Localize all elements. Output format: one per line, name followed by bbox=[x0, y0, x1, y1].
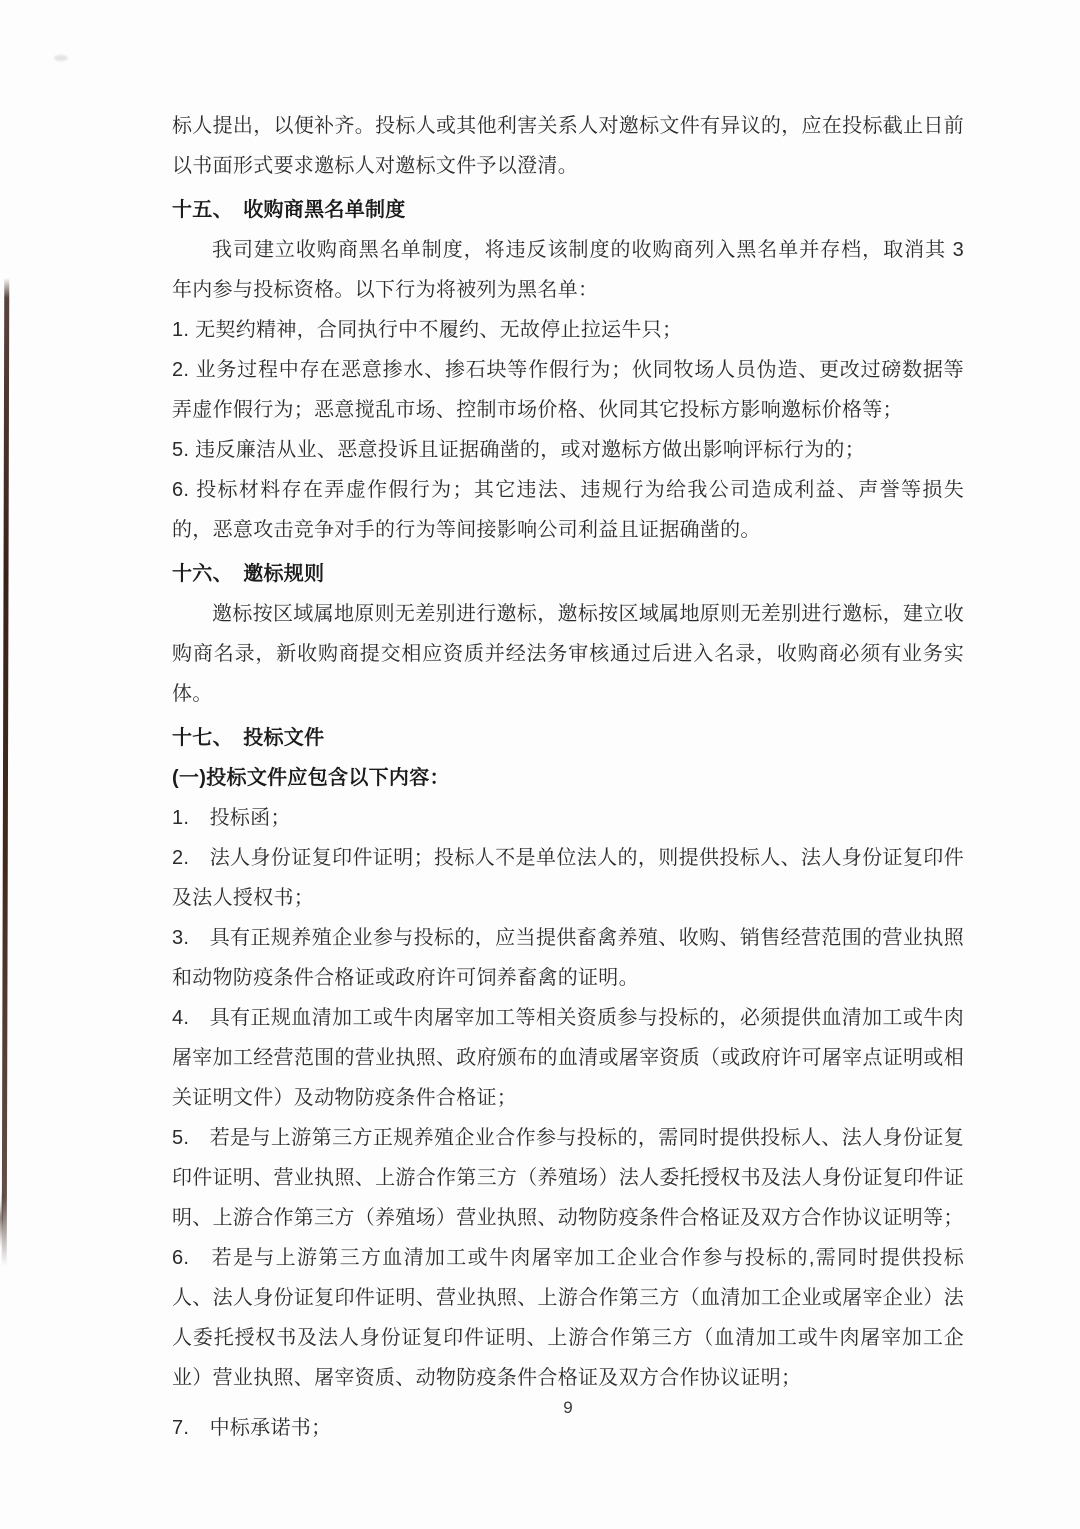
section-heading: 十五、 收购商黑名单制度 bbox=[172, 199, 406, 221]
list-item: 2. 法人身份证复印件证明；投标人不是单位法人的，则提供投标人、法人身份证复印件及法人授权书； bbox=[172, 847, 964, 909]
paragraph: 标人提出，以便补齐。投标人或其他利害关系人对邀标文件有异议的，应在投标截止日前以书面形式要求邀标人对邀标文件予以澄清。 bbox=[172, 115, 964, 177]
list-item: 7. 中标承诺书； bbox=[172, 1417, 332, 1439]
scan-edge-artifact bbox=[2, 278, 10, 1266]
list-item: 5. 若是与上游第三方正规养殖企业合作参与投标的，需同时提供投标人、法人身份证复印件证明、营业执照、上游合作第三方（养殖场）法人委托授权书及法人身份证复印件证明、上游合作第三方（养殖场）营业执照、动物防疫条件合格证及双方合作协议证明等； bbox=[172, 1127, 964, 1229]
list-item: 6. 投标材料存在弄虚作假行为；其它违法、违规行为给我公司造成利益、声誉等损失的，恶意攻击竞争对手的行为等间接影响公司利益且证据确凿的。 bbox=[172, 479, 964, 541]
page-number: 9 bbox=[563, 1398, 573, 1417]
paragraph: 邀标按区域属地原则无差别进行邀标，邀标按区域属地原则无差别进行邀标，建立收购商名录，新收购商提交相应资质并经法务审核通过后进入名录，收购商必须有业务实体。 bbox=[172, 603, 964, 705]
section-heading: 十七、 投标文件 bbox=[172, 727, 325, 749]
list-item: 4. 具有正规血清加工或牛肉屠宰加工等相关资质参与投标的，必须提供血清加工或牛肉屠宰加工经营范围的营业执照、政府颁布的血清或屠宰资质（或政府许可屠宰点证明或相关证明文件）及动物防疫条件合格证； bbox=[172, 1007, 964, 1109]
list-item: 1. 投标函； bbox=[172, 807, 291, 829]
list-item: 6. 若是与上游第三方血清加工或牛肉屠宰加工企业合作参与投标的,需同时提供投标人、法人身份证复印件证明、营业执照、上游合作第三方（血清加工企业或屠宰企业）法人委托授权书及法人身份证复印件证明、上游合作第三方（血清加工或牛肉屠宰加工企业）营业执照、屠宰资质、动物防疫条件合格证及双方合作协议证明； bbox=[172, 1247, 964, 1389]
document-body bbox=[172, 106, 964, 1448]
list-item: 1. 无契约精神，合同执行中不履约、无故停止拉运牛只； bbox=[172, 319, 683, 341]
list-item: 5. 违反廉洁从业、恶意投诉且证据确凿的，或对邀标方做出影响评标行为的； bbox=[172, 439, 866, 461]
section-heading: 十六、 邀标规则 bbox=[172, 563, 325, 585]
subsection-heading: (一)投标文件应包含以下内容： bbox=[172, 767, 450, 789]
smudge-artifact bbox=[54, 55, 68, 61]
list-item: 2. 业务过程中存在恶意掺水、掺石块等作假行为；伙同牧场人员伪造、更改过磅数据等弄虚作假行为；恶意搅乱市场、控制市场价格、伙同其它投标方影响邀标价格等； bbox=[172, 359, 964, 421]
paragraph: 我司建立收购商黑名单制度，将违反该制度的收购商列入黑名单并存档，取消其 3 年内参与投标资格。以下行为将被列为黑名单： bbox=[172, 239, 964, 301]
list-item: 3. 具有正规养殖企业参与投标的，应当提供畜禽养殖、收购、销售经营范围的营业执照和动物防疫条件合格证或政府许可饲养畜禽的证明。 bbox=[172, 927, 964, 989]
